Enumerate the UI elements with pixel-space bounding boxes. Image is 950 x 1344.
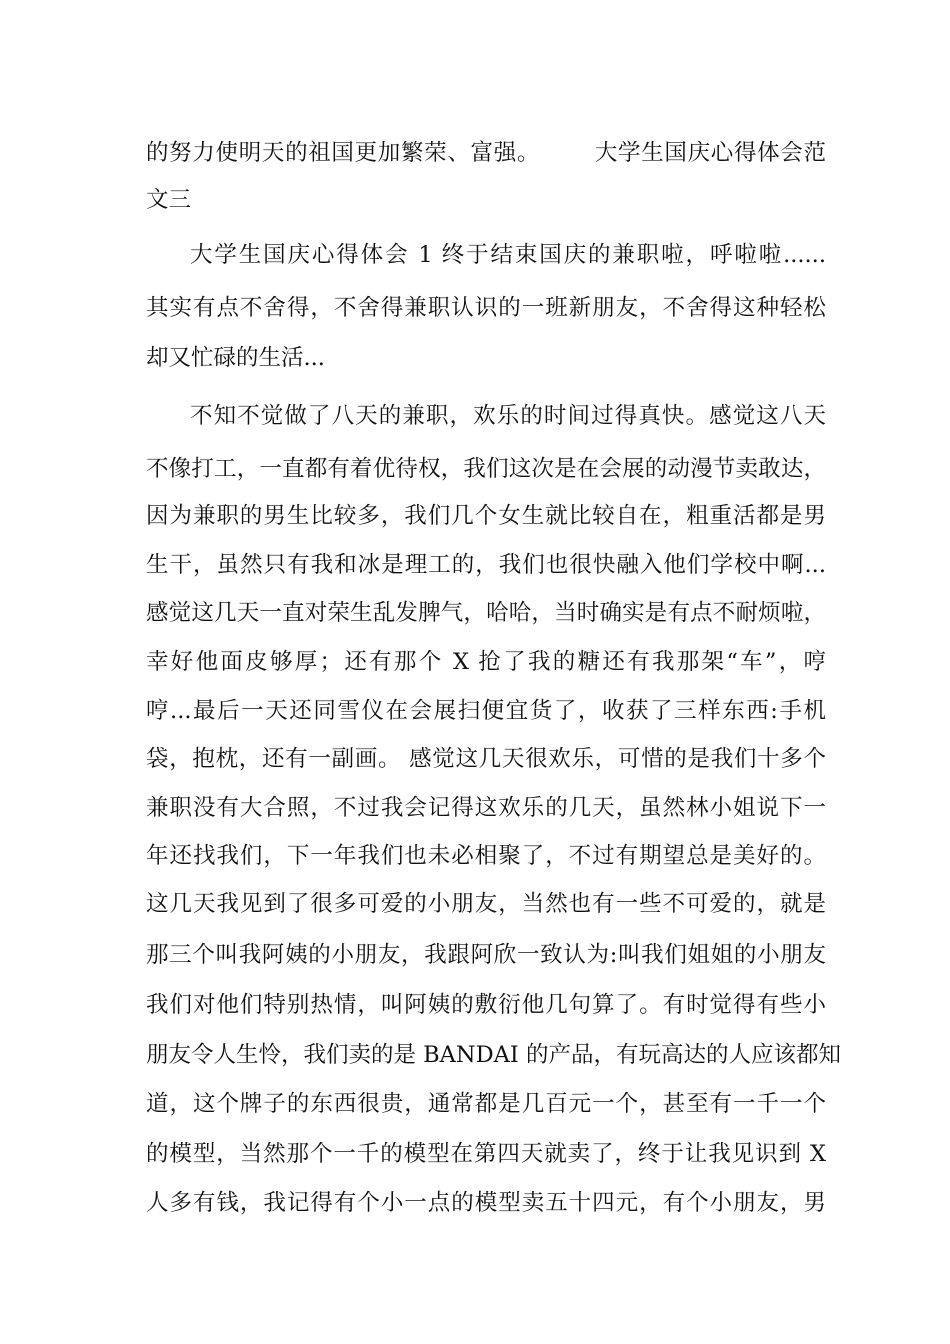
text-line-6: 不知不觉做了八天的兼职，欢乐的时间过得真快。感觉这八天 [190, 403, 826, 429]
text-line-3: 大学生国庆心得体会 1 终于结束国庆的兼职啦，呼啦啦...... [190, 242, 826, 268]
text-line-9: 生干，虽然只有我和冰是理工的，我们也很快融入他们学校中啊... [146, 552, 826, 578]
text-line-10: 感觉这几天一直对荣生乱发脾气，哈哈，当时确实是有点不耐烦啦， [146, 600, 826, 626]
text-line-4: 其实有点不舍得，不舍得兼职认识的一班新朋友，不舍得这种轻松 [146, 295, 826, 321]
text-line-1: 的努力使明天的祖国更加繁荣、富强。 大学生国庆心得体会范 [146, 140, 826, 166]
text-line-8: 因为兼职的男生比较多，我们几个女生就比较自在，粗重活都是男 [146, 503, 826, 529]
text-line-14: 兼职没有大合照，不过我会记得这欢乐的几天，虽然林小姐说下一 [146, 795, 826, 821]
text-line-17: 那三个叫我阿姨的小朋友，我跟阿欣一致认为:叫我们姐姐的小朋友 [146, 942, 826, 968]
text-line-20: 道，这个牌子的东西很贵，通常都是几百元一个，甚至有一千一个 [146, 1091, 826, 1117]
text-line-11: 幸好他面皮够厚；还有那个 X 抢了我的糖还有我那架“车”，哼 [146, 649, 826, 675]
text-line-5: 却又忙碌的生活... [146, 345, 325, 371]
text-line-12: 哼...最后一天还同雪仪在会展扫便宜货了，收获了三样东西:手机 [146, 698, 826, 724]
text-line-2: 文三 [146, 187, 192, 213]
text-line-16: 这几天我见到了很多可爱的小朋友，当然也有一些不可爱的，就是 [146, 891, 826, 917]
text-line-18: 我们对他们特别热情，叫阿姨的敷衍他几句算了。有时觉得有些小 [146, 992, 826, 1018]
text-line-13: 袋，抱枕，还有一副画。 感觉这几天很欢乐，可惜的是我们十多个 [146, 746, 826, 772]
text-line-7: 不像打工，一直都有着优待权，我们这次是在会展的动漫节卖敢达， [146, 456, 826, 482]
text-line-15: 年还找我们，下一年我们也未必相聚了，不过有期望总是美好的。 [146, 843, 826, 869]
text-line-22: 人多有钱，我记得有个小一点的模型卖五十四元，有个小朋友，男 [146, 1190, 826, 1216]
text-line-19: 朋友令人生怜，我们卖的是 BANDAI 的产品，有玩高达的人应该都知 [146, 1042, 841, 1068]
text-line-21: 的模型，当然那个一千的模型在第四天就卖了，终于让我见识到 X [146, 1141, 826, 1167]
